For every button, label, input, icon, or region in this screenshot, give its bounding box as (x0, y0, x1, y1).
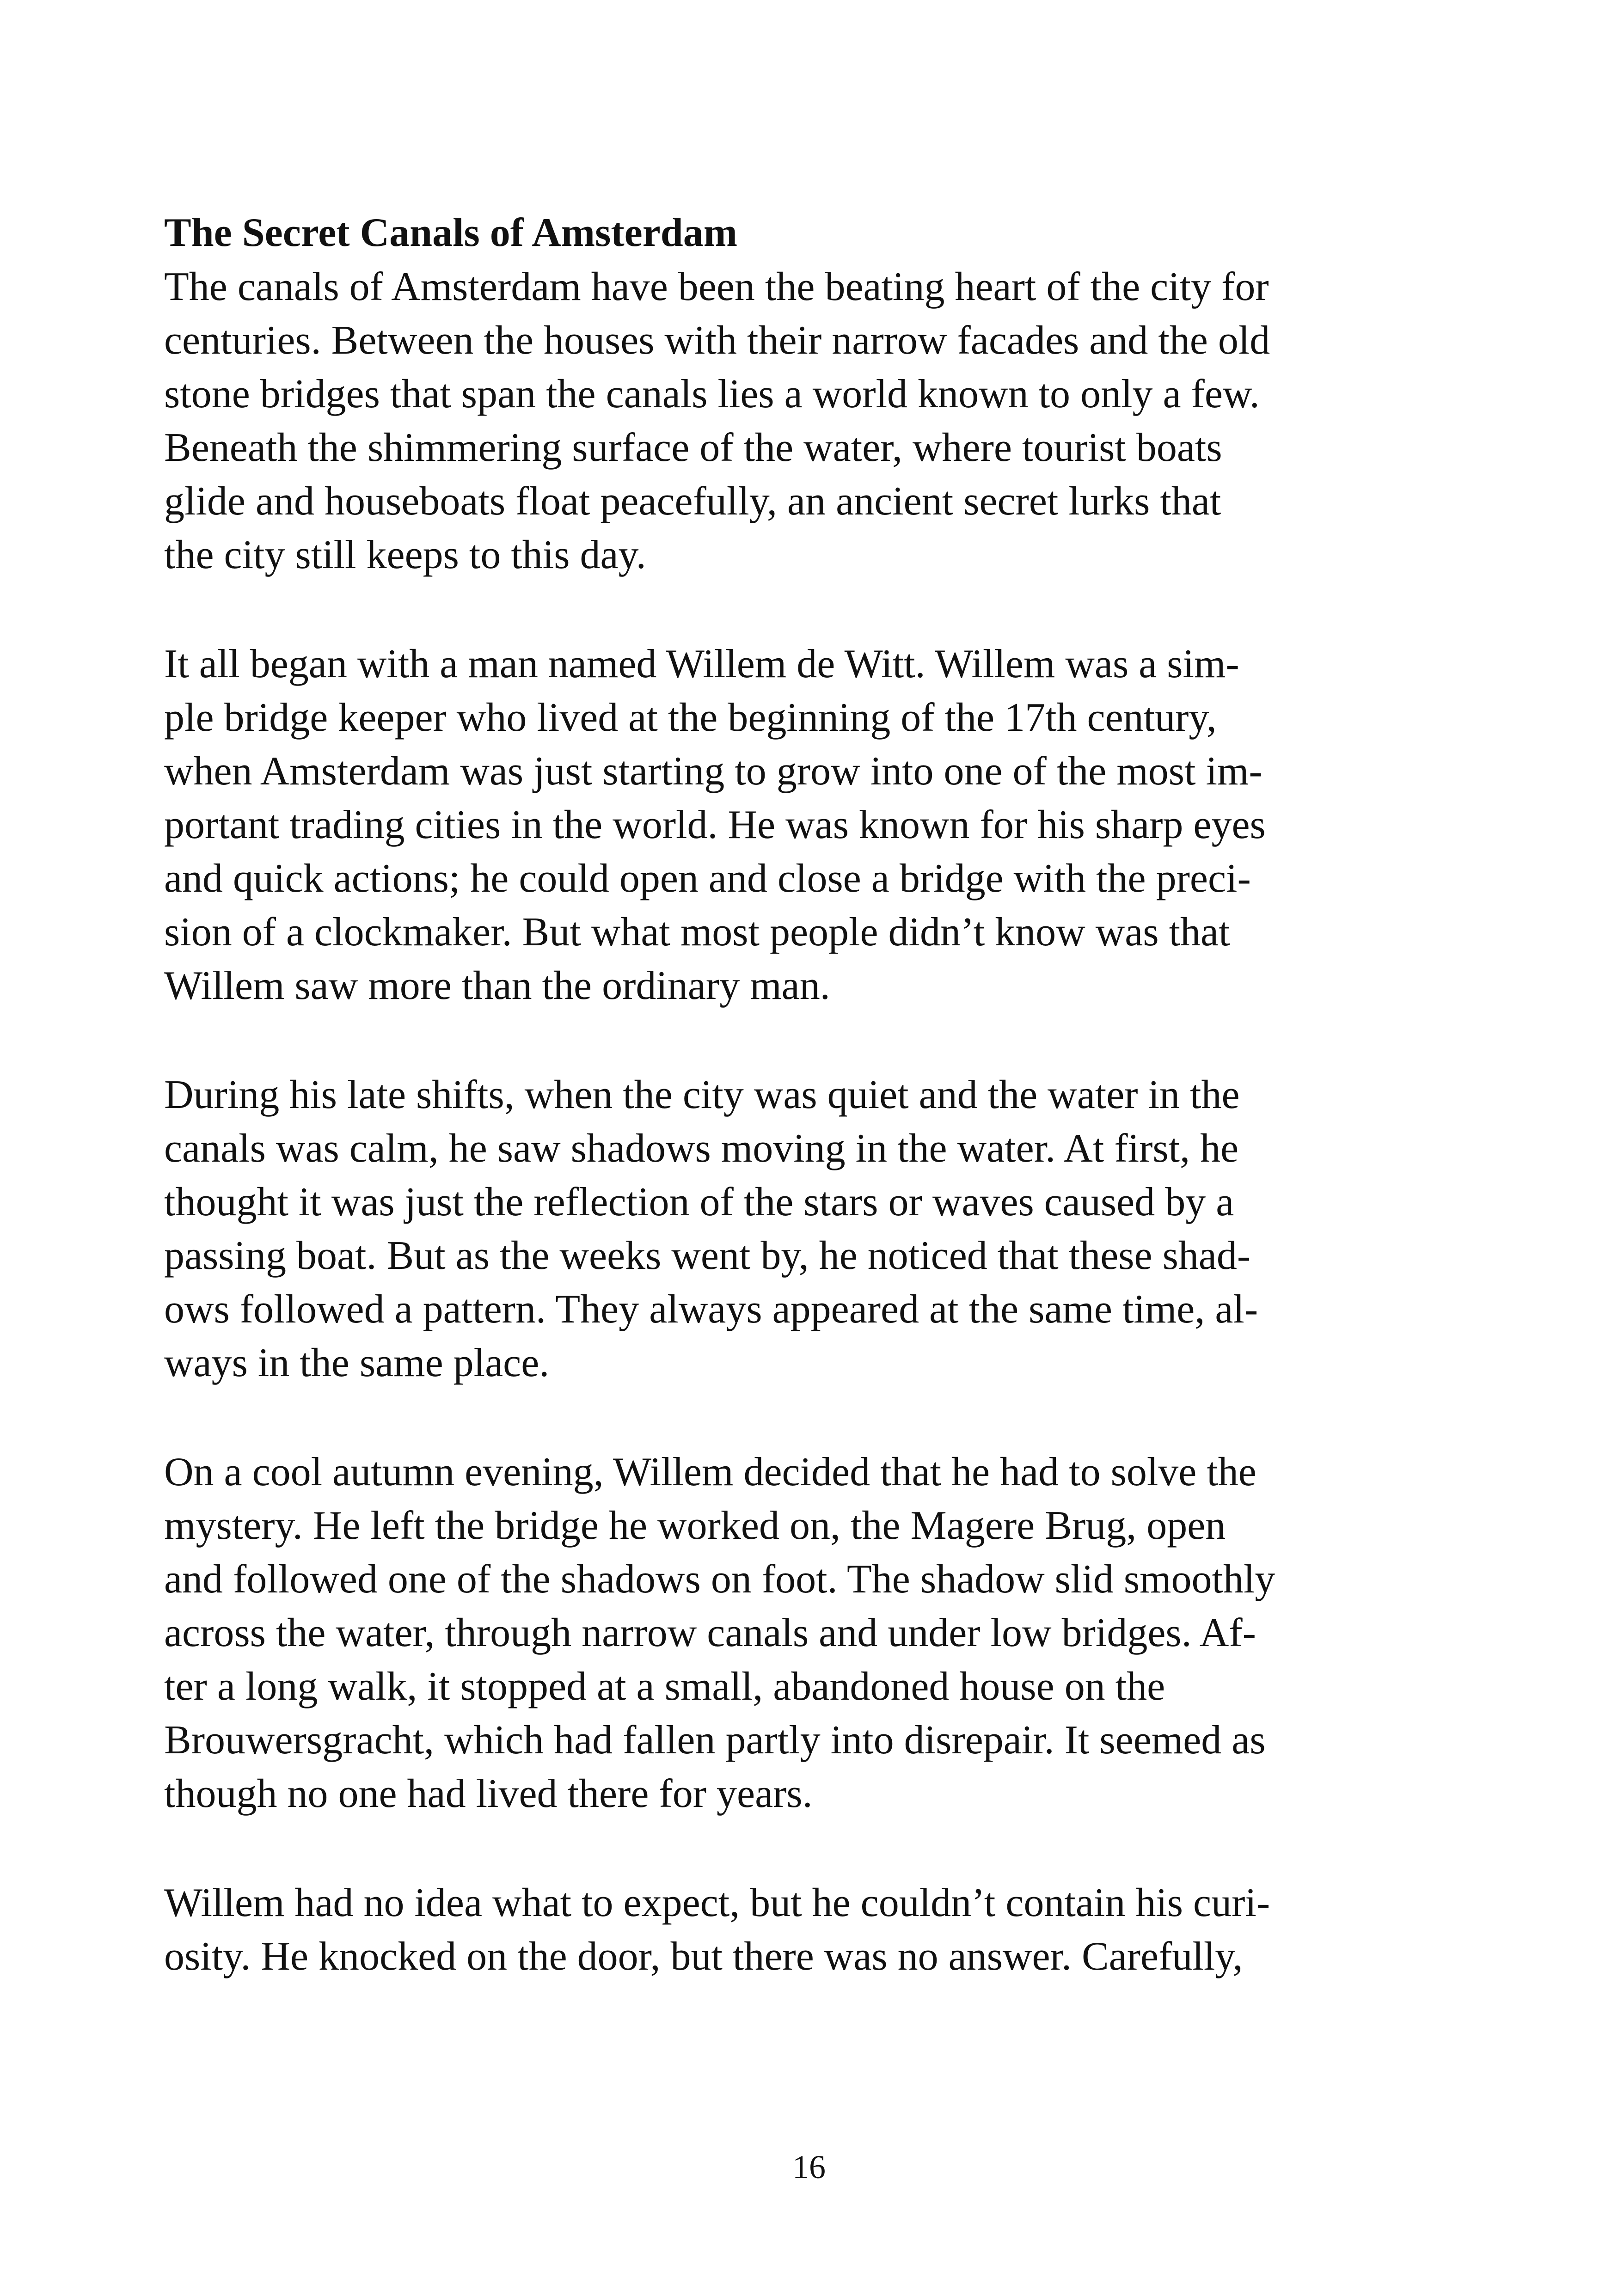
text-line: and quick actions; he could open and close a bridge with the preci- (164, 856, 1251, 901)
text-line: across the water, through narrow canals and under low bridges. Af- (164, 1610, 1256, 1655)
text-line: ter a long walk, it stopped at a small, abandoned house on the (164, 1664, 1165, 1709)
text-line: ple bridge keeper who lived at the beginning of the 17th century, (164, 695, 1217, 740)
text-line: mystery. He left the bridge he worked on, the Magere Brug, open (164, 1503, 1226, 1548)
text-line: though no one had lived there for years. (164, 1771, 813, 1816)
text-line: and followed one of the shadows on foot. The shadow slid smoothly (164, 1557, 1275, 1602)
text-line: the city still keeps to this day. (164, 533, 646, 577)
paragraph (164, 1068, 1459, 1390)
text-line: when Amsterdam was just starting to grow into one of the most im- (164, 749, 1263, 794)
text-line: During his late shifts, when the city was quiet and the water in the (164, 1072, 1240, 1117)
text-line: osity. He knocked on the door, but there was no answer. Carefully, (164, 1934, 1243, 1979)
chapter-title: The Secret Canals of Amsterdam (164, 210, 737, 255)
text-line: ways in the same place. (164, 1341, 550, 1385)
paragraph (164, 637, 1459, 1013)
text-line: ows followed a pattern. They always appeared at the same time, al- (164, 1287, 1258, 1332)
text-line: Willem saw more than the ordinary man. (164, 963, 830, 1008)
text-line: stone bridges that span the canals lies a world known to only a few. (164, 372, 1260, 416)
body-text (164, 260, 1459, 1984)
paragraph (164, 260, 1459, 582)
page-number: 16 (792, 2149, 826, 2186)
text-line: Beneath the shimmering surface of the water, where tourist boats (164, 425, 1222, 470)
text-line: Willem had no idea what to expect, but he couldn’t contain his curi- (164, 1880, 1270, 1925)
paragraph (164, 1445, 1459, 1821)
page-content (164, 206, 1459, 1984)
text-line: canals was calm, he saw shadows moving in the water. At first, he (164, 1126, 1239, 1171)
text-line: The canals of Amsterdam have been the beating heart of the city for (164, 264, 1269, 309)
paragraph (164, 1876, 1459, 1984)
text-line: glide and houseboats float peacefully, an ancient secret lurks that (164, 479, 1221, 524)
text-line: passing boat. But as the weeks went by, he noticed that these shad- (164, 1233, 1251, 1278)
text-line: thought it was just the reflection of the stars or waves caused by a (164, 1180, 1234, 1225)
text-line: centuries. Between the houses with their narrow facades and the old (164, 318, 1270, 363)
text-line: On a cool autumn evening, Willem decided that he had to solve the (164, 1450, 1256, 1494)
text-line: Brouwersgracht, which had fallen partly into disrepair. It seemed as (164, 1718, 1266, 1763)
text-line: portant trading cities in the world. He was known for his sharp eyes (164, 802, 1266, 847)
text-line: sion of a clockmaker. But what most people didn’t know was that (164, 910, 1230, 955)
text-line: It all began with a man named Willem de Witt. Willem was a sim- (164, 642, 1239, 686)
